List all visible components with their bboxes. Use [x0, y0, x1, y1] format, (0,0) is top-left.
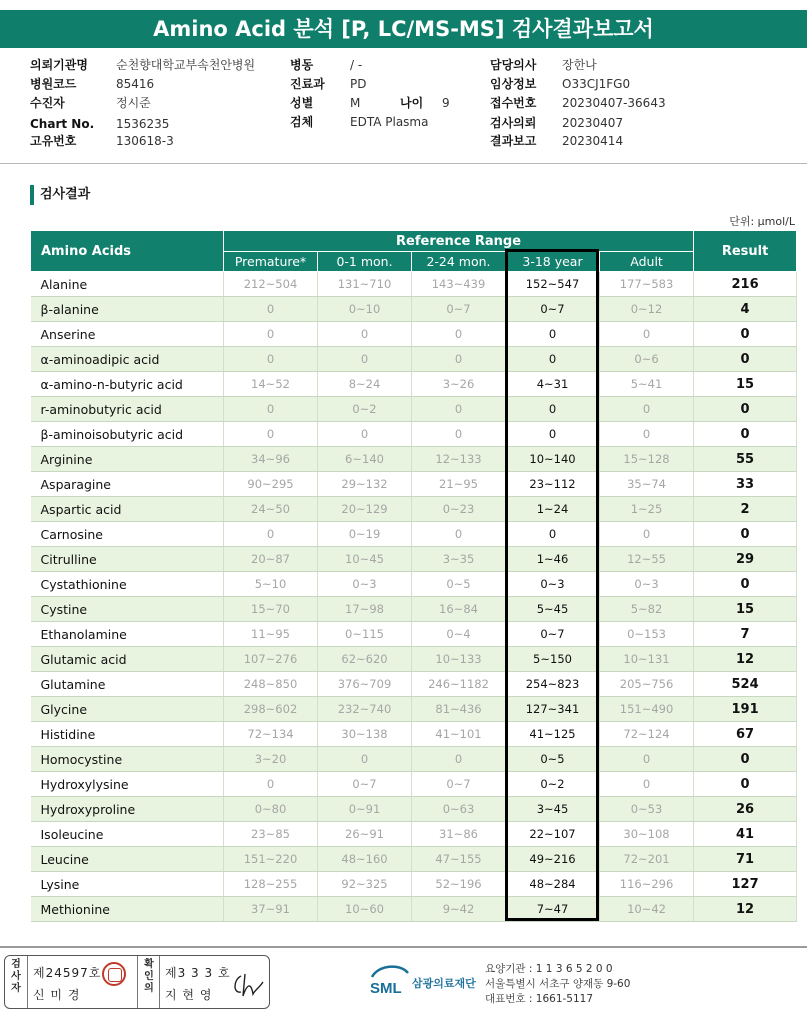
table-row — [31, 597, 797, 622]
range-3-18-year-cell: 22~107 — [506, 822, 600, 847]
result-cell: 29 — [694, 547, 797, 572]
examiner-label: 검 사 자 — [11, 959, 21, 994]
amino-acid-name: Alanine — [31, 272, 224, 297]
table-row — [31, 797, 797, 822]
table-row — [31, 897, 797, 922]
table-row — [31, 422, 797, 447]
range-3-18-year-cell: 0 — [506, 397, 600, 422]
adult-cell: 5~41 — [600, 372, 694, 397]
request-label: 검사의뢰 — [490, 116, 537, 130]
result-cell: 191 — [694, 697, 797, 722]
table-row — [31, 372, 797, 397]
range-0-1-mon-cell: 48~160 — [318, 847, 412, 872]
range-2-24-mon-cell: 0~63 — [412, 797, 506, 822]
adult-cell: 1~25 — [600, 497, 694, 522]
range-3-18-year-cell: 4~31 — [506, 372, 600, 397]
range-0-1-mon-cell: 17~98 — [318, 597, 412, 622]
premature-cell: 0 — [224, 422, 318, 447]
table-row — [31, 847, 797, 872]
range-3-18-year-cell: 0~3 — [506, 572, 600, 597]
adult-cell: 72~201 — [600, 847, 694, 872]
subheader-3-18-year: 3-18 year — [506, 252, 600, 272]
lab-address: 서울특별시 서초구 양재동 9-60 — [485, 978, 631, 990]
range-2-24-mon-cell: 10~133 — [412, 647, 506, 672]
hospital-code-value: 85416 — [116, 77, 155, 91]
premature-cell: 0~80 — [224, 797, 318, 822]
table-row — [31, 772, 797, 797]
range-3-18-year-cell: 23~112 — [506, 472, 600, 497]
range-2-24-mon-cell: 0~23 — [412, 497, 506, 522]
adult-cell: 30~108 — [600, 822, 694, 847]
premature-cell: 24~50 — [224, 497, 318, 522]
range-3-18-year-cell: 48~284 — [506, 872, 600, 897]
adult-cell: 0~6 — [600, 347, 694, 372]
clinical-value: O33CJ1FG0 — [562, 77, 631, 91]
range-0-1-mon-cell: 0 — [318, 422, 412, 447]
range-0-1-mon-cell: 29~132 — [318, 472, 412, 497]
range-2-24-mon-cell: 52~196 — [412, 872, 506, 897]
result-cell: 0 — [694, 322, 797, 347]
result-cell: 0 — [694, 747, 797, 772]
premature-cell: 11~95 — [224, 622, 318, 647]
range-3-18-year-cell: 49~216 — [506, 847, 600, 872]
range-2-24-mon-cell: 41~101 — [412, 722, 506, 747]
sml-logo-icon — [368, 963, 412, 999]
hospital-code-label: 병원코드 — [30, 77, 77, 91]
adult-cell: 0~153 — [600, 622, 694, 647]
table-row — [31, 472, 797, 497]
adult-cell: 0 — [600, 397, 694, 422]
range-2-24-mon-cell: 12~133 — [412, 447, 506, 472]
patient-name: 정시준 — [116, 96, 151, 110]
adult-cell: 0~3 — [600, 572, 694, 597]
range-3-18-year-cell: 1~46 — [506, 547, 600, 572]
age-label: 나이 — [400, 96, 424, 110]
range-2-24-mon-cell: 9~42 — [412, 897, 506, 922]
result-cell: 4 — [694, 297, 797, 322]
result-cell: 0 — [694, 772, 797, 797]
range-0-1-mon-cell: 10~60 — [318, 897, 412, 922]
adult-cell: 0 — [600, 747, 694, 772]
adult-cell: 0 — [600, 522, 694, 547]
adult-cell: 35~74 — [600, 472, 694, 497]
amino-acid-name: Aspartic acid — [31, 497, 224, 522]
range-3-18-year-cell: 10~140 — [506, 447, 600, 472]
range-3-18-year-cell: 5~150 — [506, 647, 600, 672]
section-title: 검사결과 — [30, 185, 90, 205]
table-row — [31, 672, 797, 697]
range-0-1-mon-cell: 30~138 — [318, 722, 412, 747]
table-row — [31, 447, 797, 472]
range-2-24-mon-cell: 0 — [412, 422, 506, 447]
range-0-1-mon-cell: 0 — [318, 347, 412, 372]
result-cell: 71 — [694, 847, 797, 872]
premature-cell: 151~220 — [224, 847, 318, 872]
doctor-value: 장한나 — [562, 58, 597, 72]
adult-cell: 116~296 — [600, 872, 694, 897]
sign-separator — [137, 956, 138, 1008]
header-result: Result — [694, 231, 797, 272]
result-cell: 12 — [694, 897, 797, 922]
range-0-1-mon-cell: 232~740 — [318, 697, 412, 722]
specimen-value: EDTA Plasma — [350, 115, 429, 129]
examiner-name: 신 미 경 — [33, 988, 81, 1002]
range-3-18-year-cell: 127~341 — [506, 697, 600, 722]
premature-cell: 0 — [224, 772, 318, 797]
confirmer-label: 확 인 의 — [144, 959, 154, 994]
range-3-18-year-cell: 5~45 — [506, 597, 600, 622]
range-2-24-mon-cell: 246~1182 — [412, 672, 506, 697]
range-0-1-mon-cell: 6~140 — [318, 447, 412, 472]
adult-cell: 177~583 — [600, 272, 694, 297]
amino-acid-name: Carnosine — [31, 522, 224, 547]
range-3-18-year-cell: 0 — [506, 422, 600, 447]
range-0-1-mon-cell: 0~10 — [318, 297, 412, 322]
report-title: Amino Acid 분석 [P, LC/MS-MS] 검사결과보고서 — [0, 10, 807, 48]
premature-cell: 37~91 — [224, 897, 318, 922]
sex-value: M — [350, 96, 361, 110]
range-3-18-year-cell: 152~547 — [506, 272, 600, 297]
sex-age-row — [290, 94, 460, 112]
result-cell: 524 — [694, 672, 797, 697]
range-2-24-mon-cell: 31~86 — [412, 822, 506, 847]
table-row — [31, 697, 797, 722]
table-row — [31, 347, 797, 372]
range-0-1-mon-cell: 10~45 — [318, 547, 412, 572]
table-row — [31, 272, 797, 297]
range-2-24-mon-cell: 0 — [412, 322, 506, 347]
unit-label: 단위: μmol/L — [729, 215, 795, 228]
lab-code: 요양기관 : 1 1 3 6 5 2 0 0 — [485, 963, 613, 975]
amino-acid-name: Cystine — [31, 597, 224, 622]
amino-acid-name: Asparagine — [31, 472, 224, 497]
clinical-label: 임상정보 — [490, 77, 537, 91]
range-2-24-mon-cell: 21~95 — [412, 472, 506, 497]
premature-cell: 15~70 — [224, 597, 318, 622]
result-cell: 26 — [694, 797, 797, 822]
lab-name: 삼광의료재단 — [412, 977, 476, 990]
range-0-1-mon-cell: 20~129 — [318, 497, 412, 522]
result-date-label: 결과보고 — [490, 134, 537, 148]
range-0-1-mon-cell: 0~2 — [318, 397, 412, 422]
range-2-24-mon-cell: 0 — [412, 347, 506, 372]
premature-cell: 34~96 — [224, 447, 318, 472]
unique-label: 고유번호 — [30, 134, 77, 148]
amino-acid-name: Arginine — [31, 447, 224, 472]
confirmer-number: 제3 3 3 호 — [165, 966, 231, 980]
range-2-24-mon-cell: 3~26 — [412, 372, 506, 397]
range-0-1-mon-cell: 0 — [318, 322, 412, 347]
table-row — [31, 572, 797, 597]
range-0-1-mon-cell: 0 — [318, 747, 412, 772]
institution-label: 의뢰기관명 — [30, 58, 88, 72]
divider — [0, 163, 807, 164]
sex-label: 성별 — [290, 96, 314, 110]
amino-acid-name: β-aminoisobutyric acid — [31, 422, 224, 447]
adult-cell: 0 — [600, 322, 694, 347]
amino-acid-name: Isoleucine — [31, 822, 224, 847]
amino-acid-name: Methionine — [31, 897, 224, 922]
amino-acid-name: Ethanolamine — [31, 622, 224, 647]
result-cell: 0 — [694, 572, 797, 597]
table-row — [31, 397, 797, 422]
amino-acid-name: Lysine — [31, 872, 224, 897]
result-cell: 216 — [694, 272, 797, 297]
subheader-premature: Premature* — [224, 252, 318, 272]
result-cell: 2 — [694, 497, 797, 522]
ward-value: / - — [350, 58, 363, 72]
result-cell: 15 — [694, 597, 797, 622]
adult-cell: 151~490 — [600, 697, 694, 722]
range-0-1-mon-cell: 92~325 — [318, 872, 412, 897]
range-0-1-mon-cell: 26~91 — [318, 822, 412, 847]
amino-acid-name: Leucine — [31, 847, 224, 872]
range-3-18-year-cell: 0~7 — [506, 297, 600, 322]
amino-acid-name: Anserine — [31, 322, 224, 347]
result-cell: 7 — [694, 622, 797, 647]
range-0-1-mon-cell: 0~3 — [318, 572, 412, 597]
range-2-24-mon-cell: 16~84 — [412, 597, 506, 622]
result-cell: 15 — [694, 372, 797, 397]
range-3-18-year-cell: 254~823 — [506, 672, 600, 697]
chart-label: Chart No. — [30, 117, 95, 131]
range-3-18-year-cell: 0~2 — [506, 772, 600, 797]
premature-cell: 3~20 — [224, 747, 318, 772]
table-row — [31, 297, 797, 322]
header-amino-acids: Amino Acids — [31, 231, 224, 272]
premature-cell: 298~602 — [224, 697, 318, 722]
range-2-24-mon-cell: 0~4 — [412, 622, 506, 647]
range-2-24-mon-cell: 47~155 — [412, 847, 506, 872]
range-0-1-mon-cell: 376~709 — [318, 672, 412, 697]
table-row — [31, 547, 797, 572]
unique-value: 130618-3 — [116, 134, 174, 148]
examiner-number: 제24597호 — [33, 966, 102, 980]
chart-value: 1536235 — [116, 117, 170, 131]
range-2-24-mon-cell: 0 — [412, 522, 506, 547]
results-table-wrap — [30, 230, 796, 922]
amino-acid-name: β-alanine — [31, 297, 224, 322]
sign-separator — [159, 956, 160, 1008]
adult-cell: 0 — [600, 772, 694, 797]
range-3-18-year-cell: 1~24 — [506, 497, 600, 522]
table-row — [31, 747, 797, 772]
doctor-label: 담당의사 — [490, 58, 537, 72]
range-3-18-year-cell: 3~45 — [506, 797, 600, 822]
adult-cell: 0~12 — [600, 297, 694, 322]
range-0-1-mon-cell: 8~24 — [318, 372, 412, 397]
footer-divider — [0, 946, 807, 948]
amino-acid-name: Glycine — [31, 697, 224, 722]
range-2-24-mon-cell: 0 — [412, 747, 506, 772]
confirmer-name: 지 현 영 — [165, 988, 213, 1002]
premature-cell: 248~850 — [224, 672, 318, 697]
range-0-1-mon-cell: 0~115 — [318, 622, 412, 647]
premature-cell: 20~87 — [224, 547, 318, 572]
table-row — [31, 872, 797, 897]
range-3-18-year-cell: 0 — [506, 522, 600, 547]
range-2-24-mon-cell: 0~7 — [412, 772, 506, 797]
range-3-18-year-cell: 7~47 — [506, 897, 600, 922]
table-row — [31, 622, 797, 647]
range-2-24-mon-cell: 0 — [412, 397, 506, 422]
amino-acid-name: α-amino-n-butyric acid — [31, 372, 224, 397]
patient-label: 수진자 — [30, 96, 65, 110]
table-row — [31, 322, 797, 347]
amino-acid-name: Hydroxyproline — [31, 797, 224, 822]
amino-acid-name: Hydroxylysine — [31, 772, 224, 797]
range-2-24-mon-cell: 3~35 — [412, 547, 506, 572]
premature-cell: 90~295 — [224, 472, 318, 497]
lab-phone: 대표번호 : 1661-5117 — [485, 993, 594, 1005]
range-0-1-mon-cell: 0~19 — [318, 522, 412, 547]
result-cell: 127 — [694, 872, 797, 897]
adult-cell: 0~53 — [600, 797, 694, 822]
age-value: 9 — [442, 96, 450, 110]
premature-cell: 0 — [224, 297, 318, 322]
table-row — [31, 497, 797, 522]
premature-cell: 212~504 — [224, 272, 318, 297]
amino-acid-name: Histidine — [31, 722, 224, 747]
range-2-24-mon-cell: 81~436 — [412, 697, 506, 722]
receipt-value: 20230407-36643 — [562, 96, 666, 110]
amino-acid-name: Cystathionine — [31, 572, 224, 597]
adult-cell: 205~756 — [600, 672, 694, 697]
table-row — [31, 647, 797, 672]
premature-cell: 5~10 — [224, 572, 318, 597]
subheader-2-24-mon: 2-24 mon. — [412, 252, 506, 272]
premature-cell: 0 — [224, 322, 318, 347]
ward-label: 병동 — [290, 58, 314, 72]
result-date-value: 20230414 — [562, 134, 624, 148]
adult-cell: 15~128 — [600, 447, 694, 472]
range-2-24-mon-cell: 0~5 — [412, 572, 506, 597]
range-3-18-year-cell: 0 — [506, 347, 600, 372]
range-2-24-mon-cell: 0~7 — [412, 297, 506, 322]
receipt-label: 접수번호 — [490, 96, 537, 110]
range-0-1-mon-cell: 0~7 — [318, 772, 412, 797]
request-value: 20230407 — [562, 116, 624, 130]
institution-value: 순천향대학교부속천안병원 — [116, 58, 256, 72]
range-3-18-year-cell: 0 — [506, 322, 600, 347]
amino-acid-name: r-aminobutyric acid — [31, 397, 224, 422]
range-0-1-mon-cell: 62~620 — [318, 647, 412, 672]
amino-acid-name: α-aminoadipic acid — [31, 347, 224, 372]
dept-value: PD — [350, 77, 367, 91]
specimen-label: 검체 — [290, 115, 314, 129]
premature-cell: 107~276 — [224, 647, 318, 672]
sign-separator — [27, 956, 28, 1008]
result-cell: 0 — [694, 347, 797, 372]
results-table — [30, 230, 797, 922]
result-cell: 33 — [694, 472, 797, 497]
patient-info — [0, 56, 807, 156]
premature-cell: 72~134 — [224, 722, 318, 747]
range-0-1-mon-cell: 0~91 — [318, 797, 412, 822]
premature-cell: 14~52 — [224, 372, 318, 397]
examiner-seal-icon — [102, 962, 126, 986]
adult-cell: 5~82 — [600, 597, 694, 622]
range-0-1-mon-cell: 131~710 — [318, 272, 412, 297]
premature-cell: 0 — [224, 397, 318, 422]
amino-acid-name: Glutamic acid — [31, 647, 224, 672]
adult-cell: 0 — [600, 422, 694, 447]
premature-cell: 23~85 — [224, 822, 318, 847]
amino-acid-name: Citrulline — [31, 547, 224, 572]
premature-cell: 128~255 — [224, 872, 318, 897]
lab-info — [485, 962, 630, 1007]
result-cell: 0 — [694, 422, 797, 447]
table-row — [31, 722, 797, 747]
adult-cell: 10~42 — [600, 897, 694, 922]
adult-cell: 10~131 — [600, 647, 694, 672]
confirmer-signature — [229, 970, 267, 1000]
table-row — [31, 522, 797, 547]
range-3-18-year-cell: 0~7 — [506, 622, 600, 647]
adult-cell: 12~55 — [600, 547, 694, 572]
premature-cell: 0 — [224, 347, 318, 372]
signature-box — [4, 955, 270, 1009]
dept-label: 진료과 — [290, 77, 325, 91]
result-cell: 0 — [694, 397, 797, 422]
adult-cell: 72~124 — [600, 722, 694, 747]
subheader-adult: Adult — [600, 252, 694, 272]
range-2-24-mon-cell: 143~439 — [412, 272, 506, 297]
result-cell: 67 — [694, 722, 797, 747]
result-cell: 41 — [694, 822, 797, 847]
table-row — [31, 822, 797, 847]
range-3-18-year-cell: 0~5 — [506, 747, 600, 772]
result-cell: 55 — [694, 447, 797, 472]
sml-logo-text: SML — [370, 980, 402, 997]
result-cell: 0 — [694, 522, 797, 547]
premature-cell: 0 — [224, 522, 318, 547]
amino-acid-name: Homocystine — [31, 747, 224, 772]
amino-acid-name: Glutamine — [31, 672, 224, 697]
range-3-18-year-cell: 41~125 — [506, 722, 600, 747]
header-reference-range: Reference Range — [224, 231, 694, 252]
result-cell: 12 — [694, 647, 797, 672]
subheader-0-1-mon: 0-1 mon. — [318, 252, 412, 272]
